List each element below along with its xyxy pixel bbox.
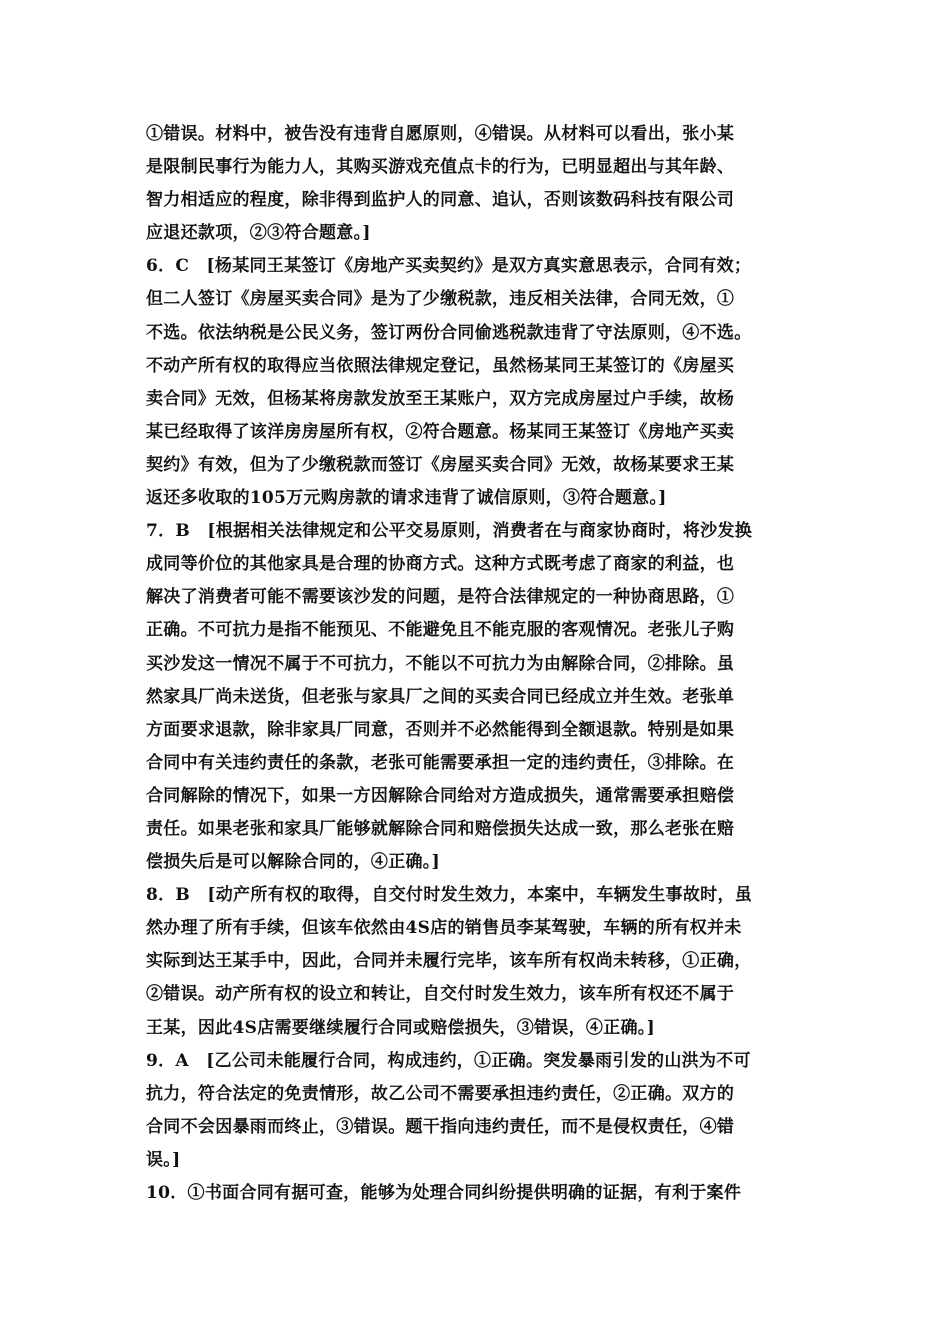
text-line: 合同解除的情况下，如果一方因解除合同给对方造成损失，通常需要承担赔偿 [146,785,735,806]
text-line: 实际到达王某手中，因此，合同并未履行完毕，该车所有权尚未转移，①正确， [146,951,752,972]
text-line: 不选。依法纳税是公民义务，签订两份合同偷逃税款违背了守法原则，④不选。 [146,322,752,343]
answer-6-line: 6．C [杨某同王某签订《房地产买卖契约》是双方真实意思表示，合同有效； [146,256,752,277]
text-line: 某已经取得了该洋房房屋所有权，②符合题意。杨某同王某签订《房地产买卖 [146,421,735,442]
answer-explanation-text [146,118,818,1210]
text-line: 责任。如果老张和家具厂能够就解除合同和赔偿损失达成一致，那么老张在赔 [146,818,735,839]
text-line: 偿损失后是可以解除合同的，④正确。] [146,852,440,873]
text-line: ②错误。动产所有权的设立和转让，自交付时发生效力，该车所有权还不属于 [146,984,735,1005]
text-line: 不动产所有权的取得应当依照法律规定登记，虽然杨某同王某签订的《房屋买 [146,355,735,376]
text-line: 买沙发这一情况不属于不可抗力，不能以不可抗力为由解除合同，②排除。虽 [146,653,735,674]
text-line: 应退还款项，②③符合题意。] [146,223,371,244]
text-line: 返还多收取的105万元购房款的请求违背了诚信原则，③符合题意。] [146,488,667,509]
text-line: 合同中有关违约责任的条款，老张可能需要承担一定的违约责任，③排除。在 [146,752,735,773]
text-line: 契约》有效，但为了少缴税款而签订《房屋买卖合同》无效，故杨某要求王某 [146,454,735,475]
text-line: 抗力，符合法定的免责情形，故乙公司不需要承担违约责任，②正确。双方的 [146,1083,735,1104]
text-line: 解决了消费者可能不需要该沙发的问题，是符合法律规定的一种协商思路，① [146,587,735,608]
text-line: 但二人签订《房屋买卖合同》是为了少缴税款，违反相关法律，合同无效，① [146,289,735,310]
text-line: 然办理了所有手续，但该车依然由4S店的销售员李某驾驶，车辆的所有权并未 [146,918,742,939]
text-line: 误。] [146,1149,181,1170]
text-line: 方面要求退款，除非家具厂同意，否则并不必然能得到全额退款。特别是如果 [146,719,735,740]
text-line: 正确。不可抗力是指不能预见、不能避免且不能克服的客观情况。老张儿子购 [146,620,735,641]
text-line: 合同不会因暴雨而终止，③错误。题干指向违约责任，而不是侵权责任，④错 [146,1116,735,1137]
answer-7-line: 7．B [根据相关法律规定和公平交易原则，消费者在与商家协商时，将沙发换 [146,521,753,542]
text-line: 然家具厂尚未送货，但老张与家具厂之间的买卖合同已经成立并生效。老张单 [146,686,735,707]
text-line: 智力相适应的程度，除非得到监护人的同意、追认，否则该数码科技有限公司 [146,190,735,211]
text-line: 成同等价位的其他家具是合理的协商方式。这种方式既考虑了商家的利益，也 [146,554,735,575]
text-line: 王某，因此4S店需要继续履行合同或赔偿损失，③错误，④正确。] [146,1017,655,1038]
text-line: 是限制民事行为能力人，其购买游戏充值点卡的行为，已明显超出与其年龄、 [146,157,735,178]
answer-8-line: 8．B [动产所有权的取得，自交付时发生效力，本案中，车辆发生事故时，虽 [146,885,753,906]
text-line: ①错误。材料中，被告没有违背自愿原则，④错误。从材料可以看出，张小某 [146,124,735,144]
answer-9-line: 9．A [乙公司未能履行合同，构成违约，①正确。突发暴雨引发的山洪为不可 [146,1050,751,1071]
text-line: 卖合同》无效，但杨某将房款发放至王某账户，双方完成房屋过户手续，故杨 [146,388,735,409]
answer-10-line: 10．①书面合同有据可查，能够为处理合同纠纷提供明确的证据，有利于案件 [146,1183,742,1203]
